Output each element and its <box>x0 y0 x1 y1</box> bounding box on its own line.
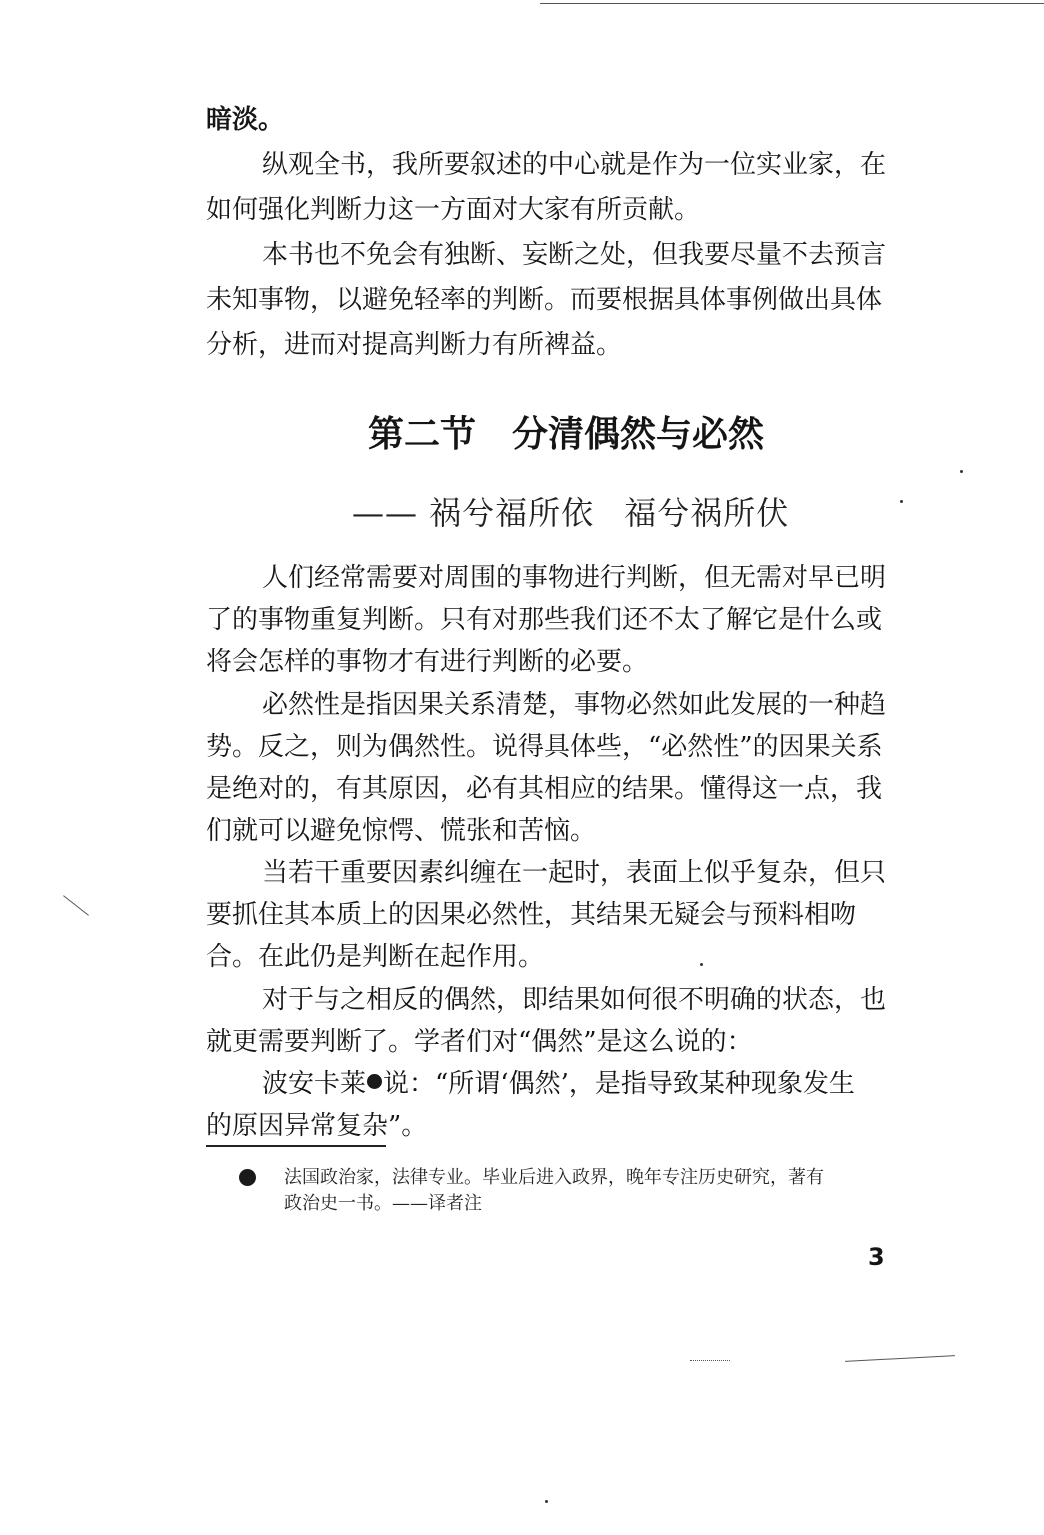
scan-speck <box>545 1500 548 1503</box>
text-line: 如何强化判断力这一方面对大家有所贡献。 <box>206 195 701 225</box>
section-number: 第二节 <box>368 414 477 455</box>
scan-speck <box>960 470 963 473</box>
text-line: 人们经常需要对周围的事物进行判断，但无需对早已明 <box>262 563 887 593</box>
page-number: 3 <box>868 1243 885 1271</box>
scan-speck <box>900 500 903 503</box>
text-line: 本书也不免会有独断、妄断之处，但我要尽量不去预言 <box>262 240 887 270</box>
text-line: 合。在此仍是判断在起作用。 <box>206 942 545 972</box>
subtitle-dash: —— <box>352 494 418 532</box>
text-line: 的原因异常复杂”。 <box>206 1111 428 1141</box>
footnote-reference-marker[interactable] <box>367 1074 382 1089</box>
text-line: 是绝对的，有其原因，必有其相应的结果。懂得这一点，我 <box>206 774 883 804</box>
section-heading <box>368 410 764 460</box>
text-line: 分析，进而对提高判断力有所裨益。 <box>206 330 623 360</box>
text-line: 要抓住其本质上的因果必然性，其结果无疑会与预料相吻 <box>206 900 857 930</box>
text-line: 必然性是指因果关系清楚，事物必然如此发展的一种趋 <box>262 690 887 720</box>
text-line: 对于与之相反的偶然，即结果如何很不明确的状态，也 <box>262 985 887 1015</box>
footnote-marker <box>239 1169 256 1186</box>
text-line: 了的事物重复判断。只有对那些我们还不太了解它是什么或 <box>206 605 883 635</box>
text-line: 当若干重要因素纠缠在一起时，表面上似乎复杂，但只 <box>262 858 887 888</box>
scan-mark <box>63 895 89 915</box>
text-line: 就更需要判断了。学者们对“偶然”是这么说的： <box>206 1027 753 1057</box>
text-line: 们就可以避免惊愕、慌张和苦恼。 <box>206 816 597 846</box>
quote-line-rest: 说：“所谓‘偶然’，是指导致某种现象发生 <box>383 1069 855 1099</box>
text-line: 将会怎样的事物才有进行判断的必要。 <box>206 647 649 677</box>
footnote-divider <box>206 1145 386 1147</box>
text-line: 纵观全书，我所要叙述的中心就是作为一位实业家，在 <box>262 150 887 180</box>
section-subtitle <box>352 490 789 536</box>
text-line: 未知事物，以避免轻率的判断。而要根据具体事例做出具体 <box>206 285 883 315</box>
scan-edge-line <box>845 1355 955 1362</box>
scan-speck <box>700 963 703 966</box>
quote-line-start: 波安卡莱 <box>262 1069 367 1099</box>
text-line: 势。反之，则为偶然性。说得具体些，“必然性”的因果关系 <box>206 732 883 762</box>
text-line: 暗淡。 <box>206 105 285 135</box>
section-title: 分清偶然与必然 <box>512 414 765 455</box>
text-line <box>262 1064 855 1104</box>
subtitle-part-1: 祸兮福所依 <box>429 494 595 532</box>
scan-edge-line <box>540 3 1044 4</box>
footnote-line: 法国政治家，法律专业。毕业后进入政界，晚年专注历史研究，著有 <box>284 1167 824 1188</box>
footnote-line: 政治史一书。——译者注 <box>284 1193 482 1214</box>
subtitle-part-2: 福兮祸所伏 <box>624 494 790 532</box>
scan-edge-line <box>690 1360 730 1361</box>
